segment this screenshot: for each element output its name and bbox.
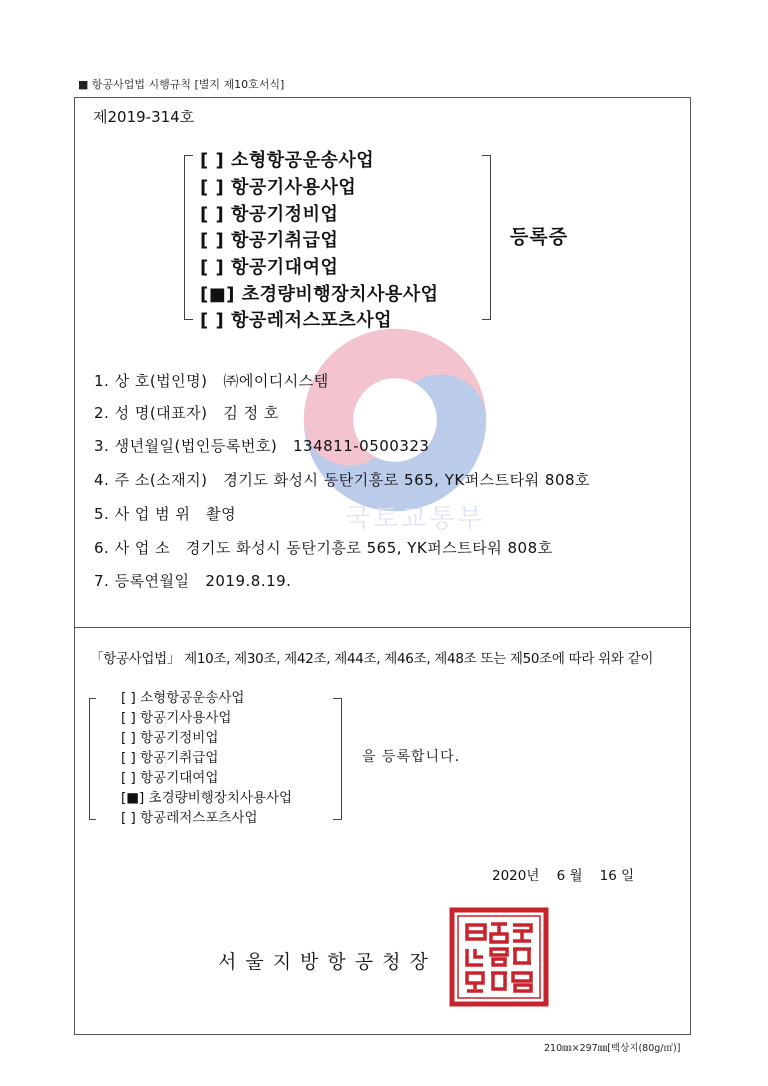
business-type-item-small-selected: [■] 초경량비행장치사용사업 [121,790,293,806]
document-border [74,97,691,1035]
detail-registration-number: 3. 생년월일(법인등록번호) 134811-0500323 [94,437,430,455]
business-type-item-small: [ ] 항공기대여업 [121,770,219,786]
detail-company-name: 1. 상 호(법인명) ㈜에이디시스템 [94,372,329,390]
paper-spec-note: 210㎜×297㎜[백상지(80g/㎡)] [544,1043,681,1054]
detail-business-scope: 5. 사 업 범 위 촬영 [94,505,237,523]
detail-representative: 2. 성 명(대표자) 김 정 호 [94,404,279,422]
business-type-item-small: [ ] 항공레저스포츠사업 [121,810,258,826]
detail-address: 4. 주 소(소재지) 경기도 화성시 동탄기흥로 565, YK퍼스트타워 808호 [94,471,591,489]
business-type-item-small: [ ] 항공기취급업 [121,750,219,766]
issue-date: 2020년 6 월 16 일 [492,868,635,884]
business-type-item: [ ] 소형항공운송사업 [200,150,375,171]
business-type-item: [ ] 항공기취급업 [200,230,339,251]
business-type-item-small: [ ] 항공기정비업 [121,730,219,746]
business-type-item-small: [ ] 항공기사용사업 [121,710,232,726]
certificate-number: 제2019-314호 [93,108,195,126]
business-type-item-small: [ ] 소형항공운송사업 [121,690,245,706]
watermark-text: 국토교통부 [345,504,486,534]
business-type-item: [ ] 항공레저스포츠사업 [200,310,393,331]
document-title: 등록증 [510,226,569,248]
register-phrase: 을 등록합니다. [362,749,461,765]
business-type-item: [ ] 항공기사용사업 [200,177,357,198]
right-brace [482,155,491,320]
form-label: ■ 항공사업법 시행규칙 [별지 제10호서식] [78,78,285,91]
detail-registration-date: 7. 등록연월일 2019.8.19. [94,572,292,590]
business-type-item: [ ] 항공기대여업 [200,257,339,278]
left-brace [184,155,193,320]
section-divider [75,627,690,628]
issuing-authority: 서울지방항공청장 [218,951,437,973]
detail-business-site: 6. 사 업 소 경기도 화성시 동탄기흥로 565, YK퍼스트타워 808호 [94,539,553,557]
business-type-item-selected: [■] 초경량비행장치사용사업 [200,284,439,305]
official-seal-icon [449,907,549,1007]
statute-text: 「항공사업법」 제10조, 제30조, 제42조, 제44조, 제46조, 제48조 또는 제50조에 따라 위와 같이 [90,651,654,667]
right-brace-small [333,698,342,820]
left-brace-small [89,698,96,820]
business-type-item: [ ] 항공기정비업 [200,204,339,225]
